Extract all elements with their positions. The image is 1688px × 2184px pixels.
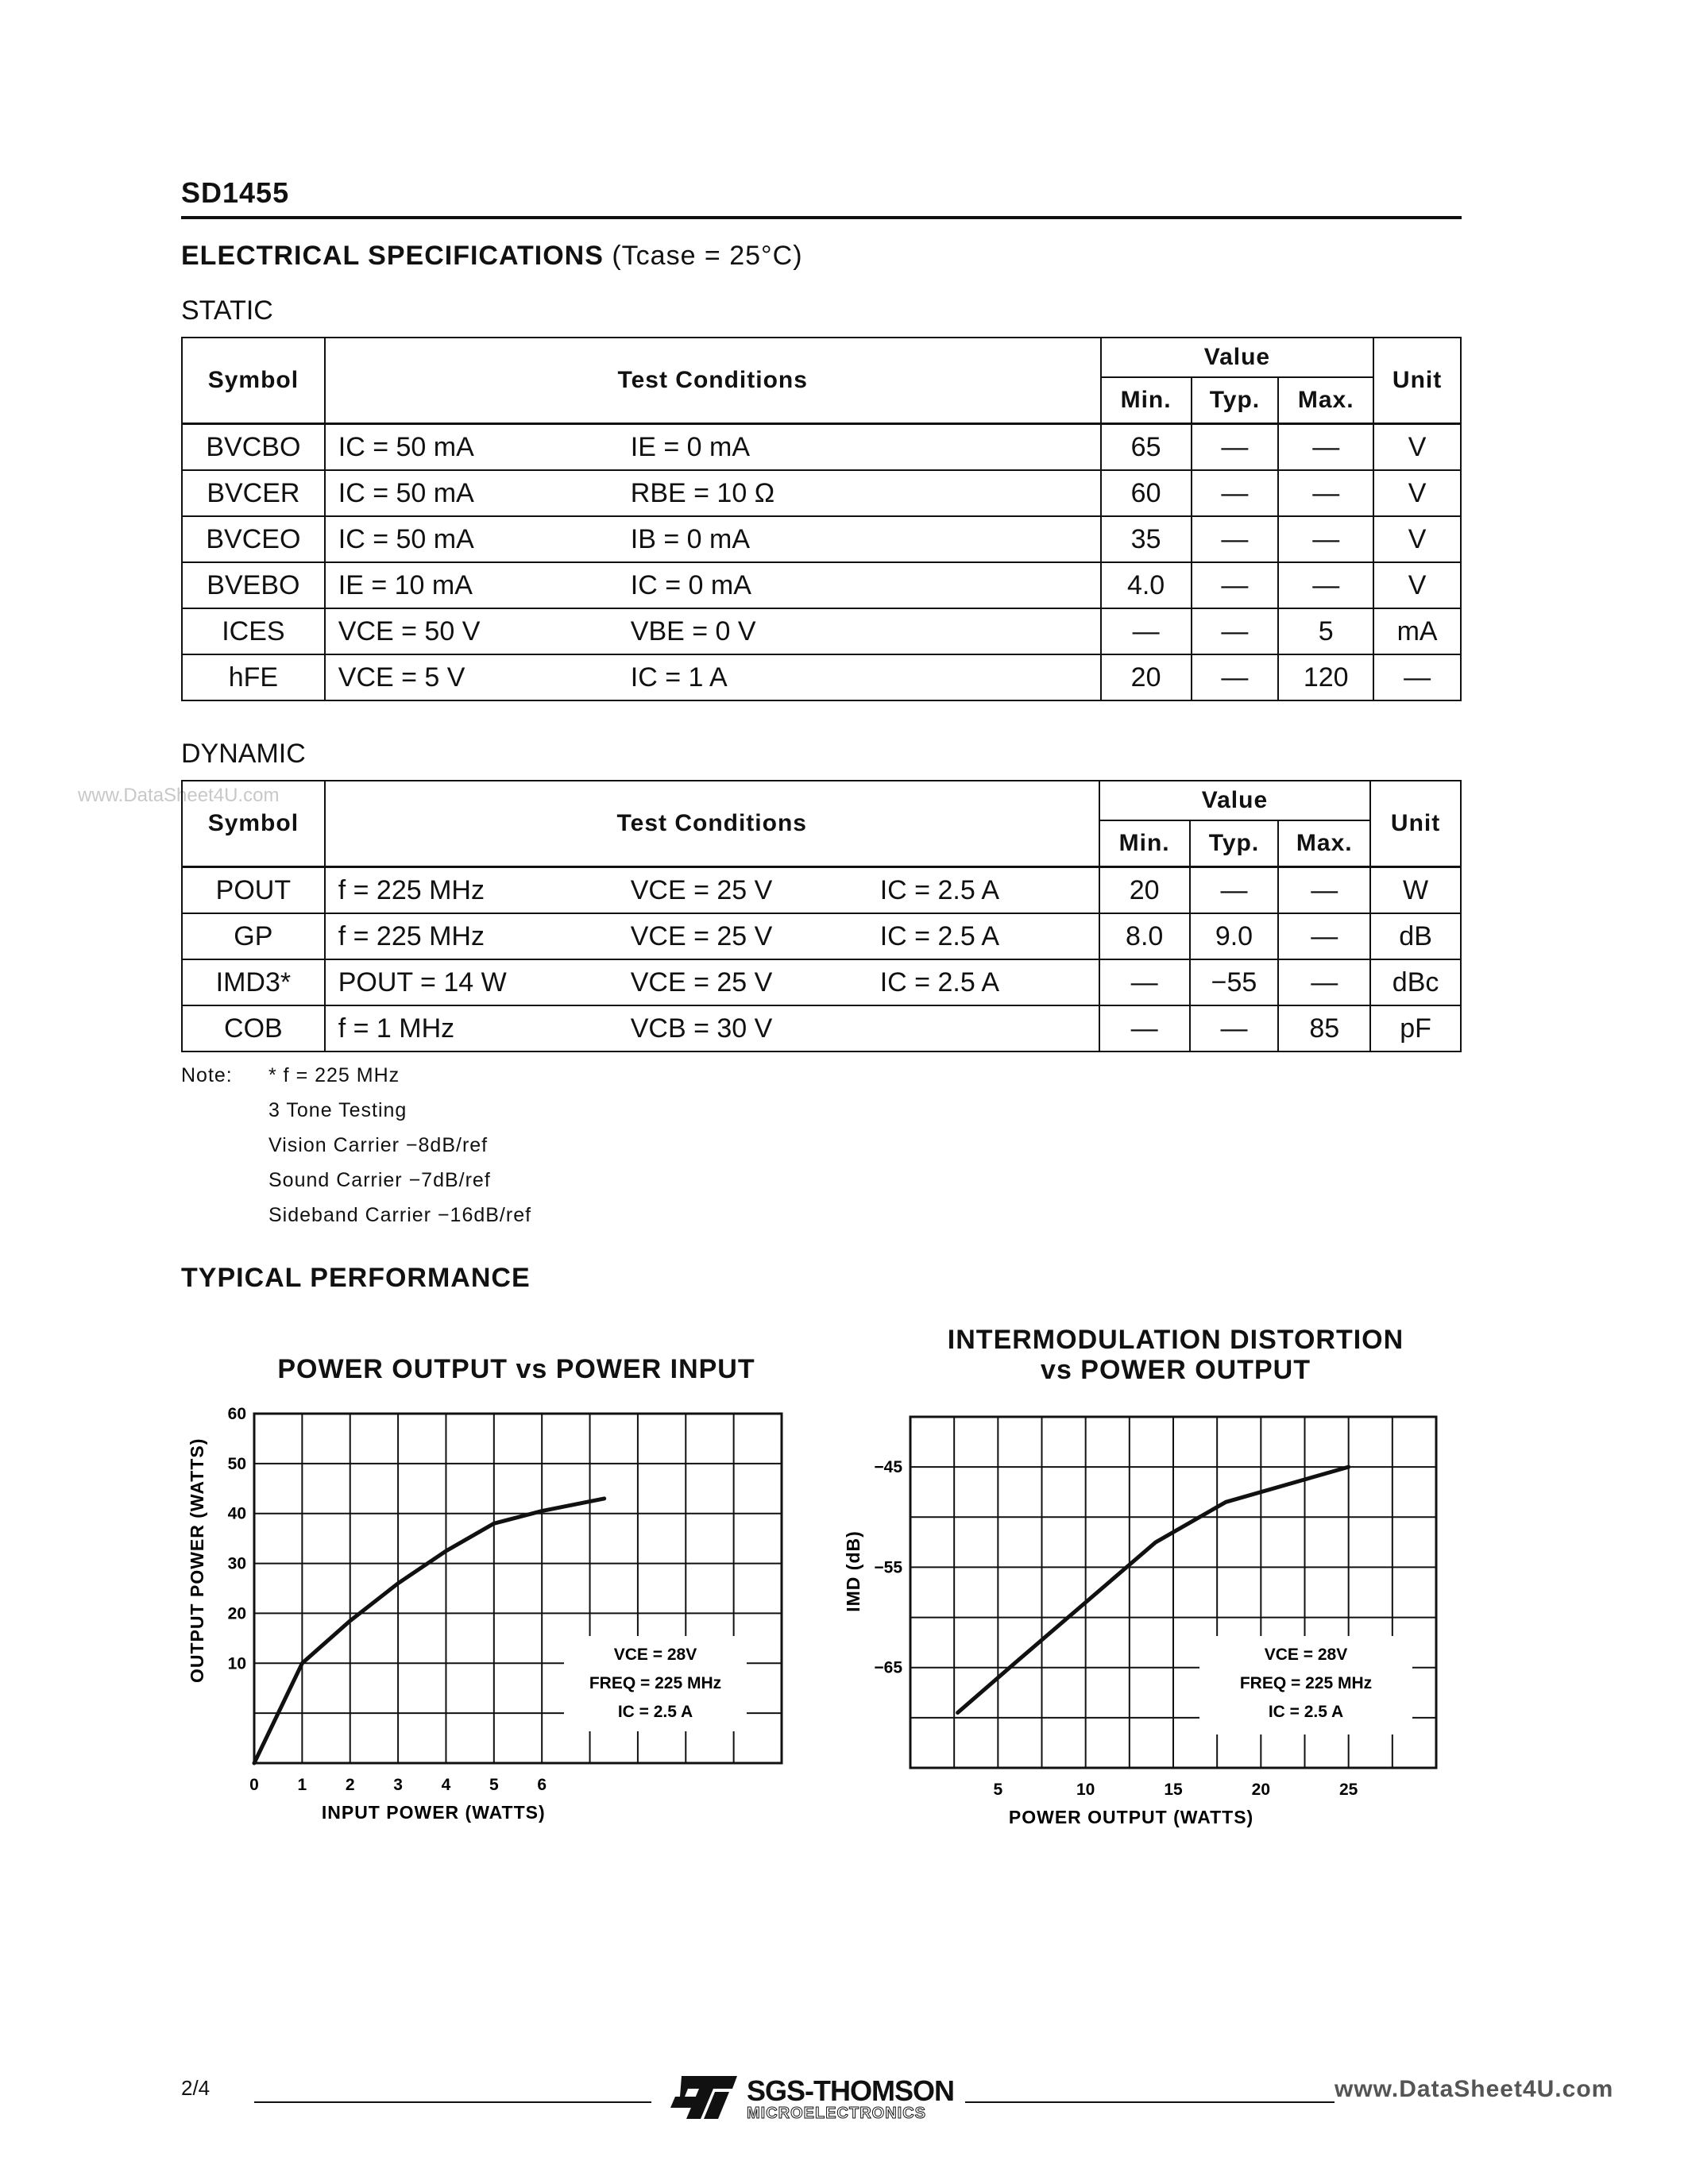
static-cell-conditions — [325, 562, 1101, 608]
static-cell-min: 4.0 — [1101, 562, 1192, 608]
static-cell-unit: V — [1373, 424, 1461, 471]
x-tick-label: 2 — [345, 1776, 355, 1794]
static-cell-min: 60 — [1101, 470, 1192, 516]
y-tick-label: 50 — [227, 1454, 246, 1473]
x-tick-label: 5 — [993, 1781, 1003, 1799]
static-condition-c1: IC = 50 mA — [338, 477, 474, 508]
static-header-symbol: Symbol — [182, 338, 325, 424]
page-number: 2/4 — [181, 2076, 211, 2100]
static-cell-max: — — [1278, 562, 1373, 608]
static-cell-symbol: BVCBO — [182, 424, 325, 471]
footer-rule-right — [965, 2101, 1335, 2103]
dynamic-condition-c3: IC = 2.5 A — [879, 874, 999, 905]
dynamic-cell-typ: — — [1190, 1005, 1279, 1051]
static-cell-conditions — [325, 424, 1101, 471]
dynamic-cell-min: 20 — [1099, 867, 1190, 914]
static-cell-min: 35 — [1101, 516, 1192, 562]
static-cell-typ: — — [1192, 608, 1279, 654]
static-cell-max: 120 — [1278, 654, 1373, 700]
static-cell-conditions — [325, 608, 1101, 654]
static-cell-min: 20 — [1101, 654, 1192, 700]
watermark-text: www.DataSheet4U.com — [78, 785, 280, 806]
static-cell-typ: — — [1192, 470, 1279, 516]
static-condition-c2: IE = 0 mA — [630, 431, 750, 462]
chart-annotation: FREQ = 225 MHz — [1239, 1674, 1373, 1692]
dynamic-header-value: Value — [1099, 781, 1370, 820]
static-cell-unit: V — [1373, 562, 1461, 608]
dynamic-label: DYNAMIC — [181, 739, 306, 769]
static-cell-max: — — [1278, 516, 1373, 562]
static-label: STATIC — [181, 295, 273, 326]
dynamic-cell-typ: — — [1190, 867, 1279, 914]
dynamic-header-max: Max. — [1278, 820, 1370, 867]
dynamic-condition-c2: VCB = 30 V — [630, 1013, 773, 1044]
dynamic-header-typ: Typ. — [1190, 820, 1279, 867]
static-row — [182, 654, 1461, 700]
static-cell-conditions — [325, 516, 1101, 562]
note-line: Sideband Carrier −16dB/ref — [268, 1204, 532, 1226]
chart-annotation: VCE = 28V — [1264, 1646, 1348, 1664]
static-header-value: Value — [1101, 338, 1373, 377]
dynamic-row — [182, 1005, 1461, 1051]
dynamic-condition-c3: IC = 2.5 A — [879, 920, 999, 951]
static-cell-conditions — [325, 654, 1101, 700]
static-header-max: Max. — [1278, 377, 1373, 424]
x-tick-label: 25 — [1338, 1781, 1358, 1799]
dynamic-condition-c1: POUT = 14 W — [338, 967, 507, 997]
dynamic-cell-conditions — [325, 959, 1099, 1005]
static-condition-c1: IE = 10 mA — [338, 569, 473, 600]
series-line — [254, 1499, 605, 1763]
x-tick-label: 1 — [297, 1776, 307, 1794]
brand-name: SGS-THOMSON — [747, 2074, 955, 2107]
x-axis-label: INPUT POWER (WATTS) — [321, 1802, 546, 1823]
note-line: Vision Carrier −8dB/ref — [268, 1134, 489, 1156]
chart-annotation: IC = 2.5 A — [1268, 1703, 1344, 1721]
static-cell-typ: — — [1192, 424, 1279, 471]
static-cell-conditions — [325, 470, 1101, 516]
static-cell-symbol: hFE — [182, 654, 325, 700]
dynamic-condition-c2: VCE = 25 V — [630, 874, 773, 905]
x-tick-label: 20 — [1251, 1781, 1271, 1799]
static-row — [182, 470, 1461, 516]
static-cell-unit: mA — [1373, 608, 1461, 654]
static-cell-symbol: BVCER — [182, 470, 325, 516]
static-cell-symbol: BVCEO — [182, 516, 325, 562]
static-cell-typ: — — [1192, 516, 1279, 562]
static-cell-typ: — — [1192, 562, 1279, 608]
dynamic-cell-symbol: IMD3* — [182, 959, 325, 1005]
static-cell-unit: — — [1373, 654, 1461, 700]
static-condition-c2: IB = 0 mA — [630, 523, 750, 554]
static-row — [182, 562, 1461, 608]
dynamic-cell-symbol: POUT — [182, 867, 325, 914]
footer-rule-left — [254, 2101, 651, 2103]
dynamic-spec-table — [181, 780, 1462, 1052]
chart-annotation: VCE = 28V — [613, 1646, 697, 1664]
x-tick-label: 10 — [1076, 1781, 1095, 1799]
y-tick-label: −45 — [874, 1458, 902, 1477]
static-row — [182, 424, 1461, 471]
y-tick-label: −55 — [874, 1558, 902, 1577]
chart2-title-line: vs POWER OUTPUT — [1041, 1355, 1311, 1385]
static-header-test-conditions: Test Conditions — [325, 338, 1101, 424]
electrical-spec-condition: (Tcase = 25°C) — [612, 241, 803, 271]
dynamic-cell-typ: 9.0 — [1190, 913, 1279, 959]
static-header-typ: Typ. — [1192, 377, 1279, 424]
static-cell-max: — — [1278, 470, 1373, 516]
brand-subtitle: MICROELECTRONICS — [747, 2105, 926, 2122]
dynamic-condition-c2: VCE = 25 V — [630, 967, 773, 997]
static-cell-typ: — — [1192, 654, 1279, 700]
footer-watermark: www.DataSheet4U.com — [1335, 2076, 1614, 2102]
header-rule — [181, 216, 1462, 219]
chart1-title: POWER OUTPUT vs POWER INPUT — [277, 1354, 755, 1384]
x-axis-label: POWER OUTPUT (WATTS) — [1008, 1807, 1254, 1827]
dynamic-condition-c1: f = 225 MHz — [338, 874, 485, 905]
dynamic-cell-conditions — [325, 913, 1099, 959]
x-tick-label: 4 — [441, 1776, 451, 1794]
electrical-spec-title: ELECTRICAL SPECIFICATIONS — [181, 241, 604, 271]
part-number: SD1455 — [181, 176, 290, 209]
dynamic-condition-c1: f = 1 MHz — [338, 1013, 455, 1044]
static-condition-c1: IC = 50 mA — [338, 523, 474, 554]
y-tick-label: 20 — [227, 1604, 246, 1623]
dynamic-cell-max: — — [1278, 913, 1370, 959]
dynamic-header-symbol: Symbol — [182, 781, 325, 867]
dynamic-cell-min: 8.0 — [1099, 913, 1190, 959]
static-condition-c2: VBE = 0 V — [630, 615, 756, 646]
dynamic-cell-min: — — [1099, 959, 1190, 1005]
static-condition-c2: IC = 1 A — [630, 662, 728, 693]
static-header-unit: Unit — [1373, 338, 1461, 424]
y-tick-label: 10 — [227, 1654, 246, 1673]
static-row — [182, 516, 1461, 562]
dynamic-row — [182, 959, 1461, 1005]
static-cell-symbol: BVEBO — [182, 562, 325, 608]
dynamic-cell-symbol: GP — [182, 913, 325, 959]
dynamic-cell-unit: W — [1370, 867, 1461, 914]
y-axis-label: IMD (dB) — [843, 1530, 863, 1612]
dynamic-cell-unit: dB — [1370, 913, 1461, 959]
imd-chart — [826, 1406, 1477, 1850]
y-tick-label: 40 — [227, 1504, 246, 1523]
dynamic-cell-conditions — [325, 1005, 1099, 1051]
dynamic-row — [182, 867, 1461, 914]
electrical-spec-heading — [181, 241, 803, 272]
dynamic-cell-unit: pF — [1370, 1005, 1461, 1051]
st-logo-icon — [666, 2073, 739, 2122]
y-tick-label: −65 — [874, 1658, 902, 1677]
y-tick-label: 30 — [227, 1554, 246, 1573]
y-tick-label: 60 — [227, 1406, 246, 1423]
typical-performance-heading: TYPICAL PERFORMANCE — [181, 1263, 531, 1293]
dynamic-condition-c1: f = 225 MHz — [338, 920, 485, 951]
x-tick-label: 0 — [249, 1776, 259, 1794]
static-cell-max: 5 — [1278, 608, 1373, 654]
dynamic-cell-symbol: COB — [182, 1005, 325, 1051]
dynamic-cell-conditions — [325, 867, 1099, 914]
static-condition-c1: VCE = 5 V — [338, 662, 465, 693]
note-line: * f = 225 MHz — [268, 1064, 400, 1086]
x-tick-label: 6 — [537, 1776, 547, 1794]
y-axis-label: OUTPUT POWER (WATTS) — [187, 1437, 207, 1683]
note-line: Sound Carrier −7dB/ref — [268, 1169, 491, 1191]
note-line: 3 Tone Testing — [268, 1099, 408, 1121]
static-cell-min: 65 — [1101, 424, 1192, 471]
static-spec-table — [181, 337, 1462, 701]
dynamic-cell-max: — — [1278, 959, 1370, 1005]
static-condition-c2: RBE = 10 Ω — [630, 477, 775, 508]
dynamic-cell-min: — — [1099, 1005, 1190, 1051]
x-tick-label: 15 — [1164, 1781, 1183, 1799]
dynamic-cell-typ: −55 — [1190, 959, 1279, 1005]
dynamic-condition-c3: IC = 2.5 A — [879, 967, 999, 997]
chart-annotation: FREQ = 225 MHz — [589, 1674, 722, 1692]
dynamic-cell-max: — — [1278, 867, 1370, 914]
note-label: Note: — [181, 1064, 233, 1086]
static-cell-unit: V — [1373, 516, 1461, 562]
x-tick-label: 5 — [489, 1776, 499, 1794]
static-cell-symbol: ICES — [182, 608, 325, 654]
power-output-chart — [175, 1406, 810, 1850]
static-condition-c2: IC = 0 mA — [630, 569, 751, 600]
static-cell-max: — — [1278, 424, 1373, 471]
chart2-title — [874, 1325, 1477, 1385]
static-condition-c1: VCE = 50 V — [338, 615, 481, 646]
x-tick-label: 3 — [393, 1776, 403, 1794]
dynamic-cell-max: 85 — [1278, 1005, 1370, 1051]
dynamic-header-test-conditions: Test Conditions — [325, 781, 1099, 867]
chart-annotation: IC = 2.5 A — [617, 1703, 693, 1721]
chart2-title-line: INTERMODULATION DISTORTION — [947, 1325, 1404, 1355]
dynamic-header-min: Min. — [1099, 820, 1190, 867]
dynamic-cell-unit: dBc — [1370, 959, 1461, 1005]
static-header-min: Min. — [1101, 377, 1192, 424]
dynamic-header-unit: Unit — [1370, 781, 1461, 867]
static-row — [182, 608, 1461, 654]
dynamic-condition-c2: VCE = 25 V — [630, 920, 773, 951]
static-condition-c1: IC = 50 mA — [338, 431, 474, 462]
dynamic-row — [182, 913, 1461, 959]
static-cell-min: — — [1101, 608, 1192, 654]
static-cell-unit: V — [1373, 470, 1461, 516]
